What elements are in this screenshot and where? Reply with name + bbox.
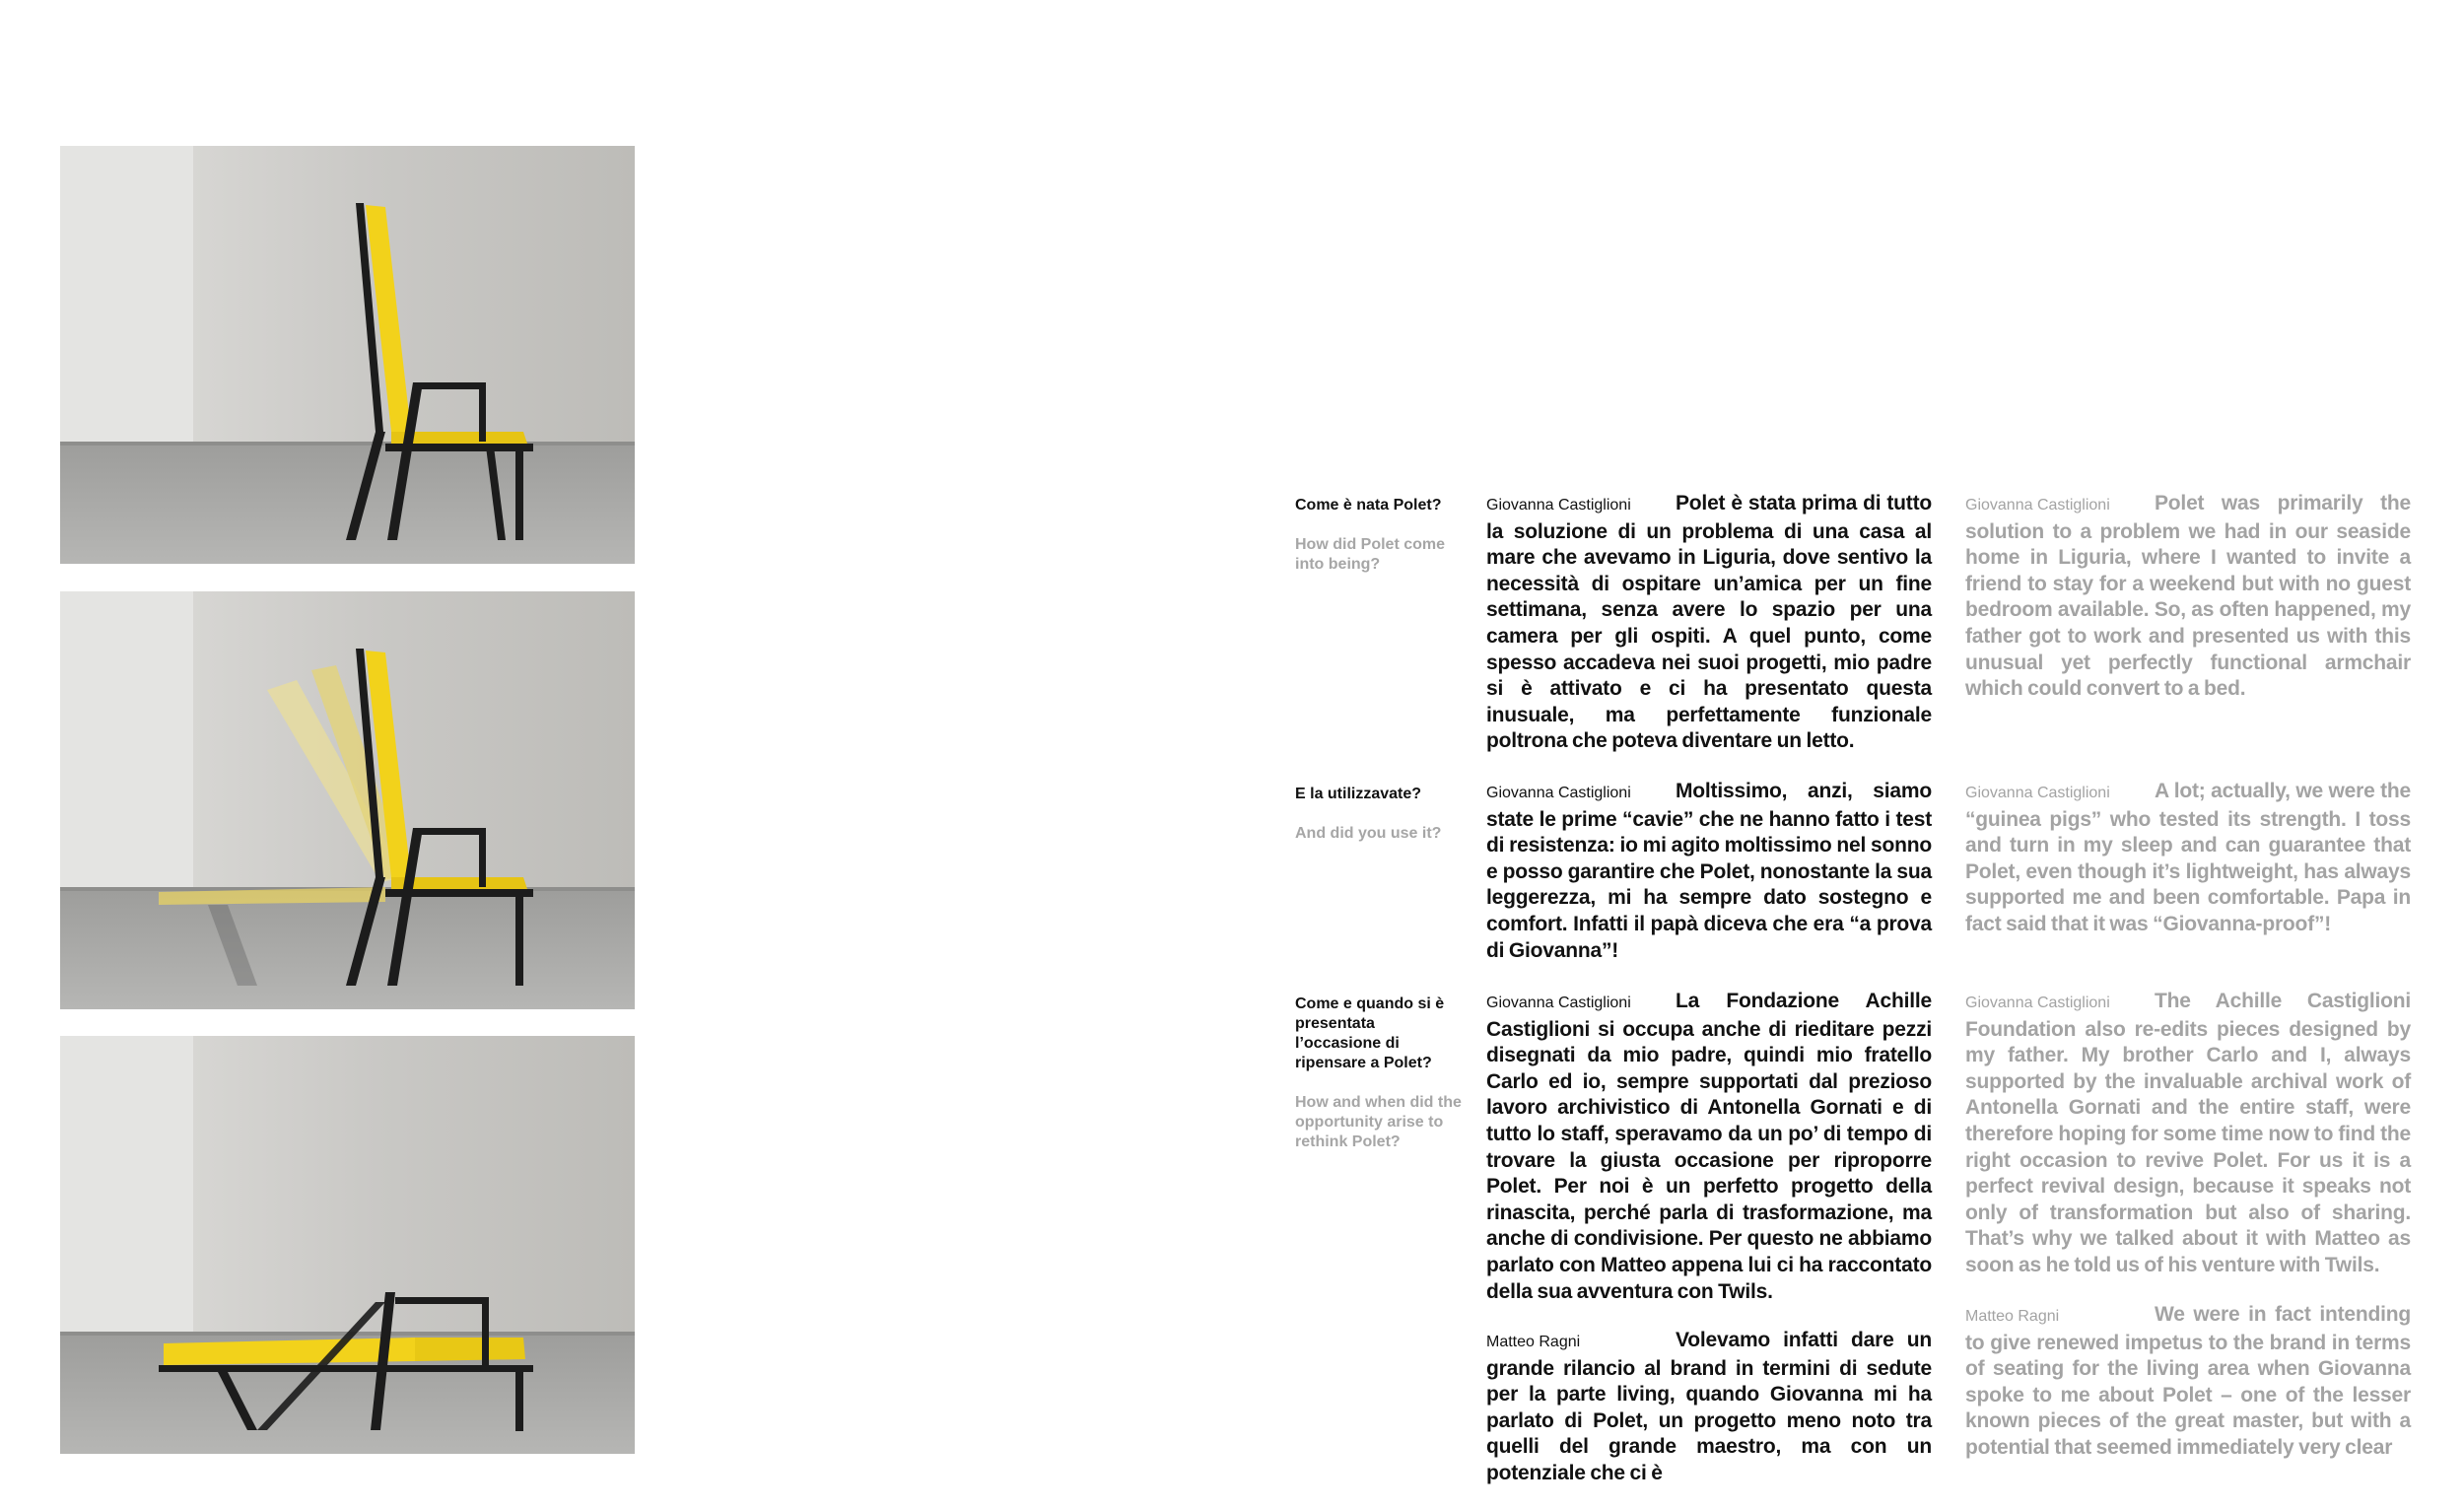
question-3 [1295,995,1463,1152]
question-2 [1295,785,1463,844]
answer-3-it [1486,989,1932,1305]
answer-2-it [1486,779,1932,964]
chair-reclining-image [60,591,635,1009]
answer-text: The Achille Castiglioni Foundation also re-edits pieces designed by my father. My brother Carlo and I, always supported by the invaluable archival work of Antonella Gornati and the entire staff, were therefore hoping for some time now to find the right occasion to revive Polet. For us it is a perfect revival design, because it speaks not only of transformation but also of sharing. That’s why we talked about it with Matteo as soon as he told us of his venture with Twils. [1965,990,2411,1276]
answer-3-en [1965,989,2411,1279]
question-2-en: And did you use it? [1295,825,1442,842]
answer-text: Volevamo infatti dare un grande rilancio al brand in termini di sedute per la parte living, quando Giovanna mi ha parlato di Polet, un progetto meno noto tra quelli del grande maestro, ma con un potenziale che ci è [1486,1329,1932,1484]
answer-4-en [1965,1302,2411,1462]
photo-chair-upright [60,146,635,564]
answer-1-it [1486,491,1932,755]
answer-text: We were in fact intending to give renewed impetus to the brand in terms of seating for the living area when Giovanna spoke to me about Polet – one of the lesser known pieces of the great master, but with a potential that seemed immediately very clear [1965,1303,2411,1459]
photo-chair-reclining [60,591,635,1009]
chair-bed-image [60,1036,635,1454]
answer-text: Polet was primarily the solution to a problem we had in our seaside home in Liguria, where I wanted to invite a friend to stay for a weekend but with no guest bedroom available. So, as often happened, my father got to work and presented us with this unusual yet perfectly functional armchair which could convert to a bed. [1965,492,2411,701]
question-1-it: Come è nata Polet? [1295,497,1442,514]
question-3-it: Come e quando si è presentata l’occasione di ripensare a Polet? [1295,995,1445,1071]
speaker-name: Matteo Ragni [1965,1308,2060,1325]
chair-upright-image [60,146,635,564]
question-2-it: E la utilizzavate? [1295,786,1422,802]
speaker-name: Giovanna Castiglioni [1965,785,2110,801]
answer-text: A lot; actually, we were the “guinea pigs” who tested its strength. I toss and turn in my sleep and can guarantee that Polet, even though it’s lightweight, has always supported me and been comfortable. Papa in fact said that it was “Giovanna-proof”! [1965,780,2411,935]
answer-text: Moltissimo, anzi, siamo state le prime “cavie” che ne hanno fatto i test di resistenza: io mi agito moltissimo nel sonno e posso garantire che Polet, nonostante la sua leggerezza, mi ha sempre dato sostegno e comfort. Infatti il papà diceva che era “a prova di Giovanna”! [1486,780,1932,962]
speaker-name: Giovanna Castiglioni [1486,995,1631,1011]
speaker-name: Giovanna Castiglioni [1486,497,1631,514]
photo-chair-bed [60,1036,635,1454]
answer-2-en [1965,779,2411,938]
question-1 [1295,496,1463,575]
answer-text: La Fondazione Achille Castiglioni si occupa anche di rieditare pezzi disegnati da mio padre, quindi mio fratello Carlo ed io, sempre supportati dal prezioso lavoro archivistico di Antonella Gornati e di tutto lo staff, speravamo da un po’ di tempo di trovare la giusta occasione per riproporre Polet. Per noi è un perfetto progetto della rinascita, perché parla di trasformazione, ma anche di condivisione. Per questo ne abbiamo parlato con Matteo appena lui ci ha raccontato della sua avventura con Twils. [1486,990,1932,1303]
speaker-name: Giovanna Castiglioni [1486,785,1631,801]
answer-text: Polet è stata prima di tutto la soluzione di un problema di una casa al mare che avevamo in Liguria, dove sentivo la necessità di ospitare un’amica per un fine settimana, senza avere lo spazio per una camera per gli ospiti. A quel punto, come spesso accadeva nei suoi progetti, mio padre si è attivato e ci ha presentato questa inusuale, ma perfettamente funzionale poltrona che poteva diventare un letto. [1486,492,1932,753]
question-3-en: How and when did the opportunity arise to rethink Polet? [1295,1094,1462,1150]
answer-4-it [1486,1328,1932,1487]
question-1-en: How did Polet come into being? [1295,536,1446,573]
speaker-name: Matteo Ragni [1486,1334,1581,1350]
speaker-name: Giovanna Castiglioni [1965,995,2110,1011]
answer-1-en [1965,491,2411,703]
speaker-name: Giovanna Castiglioni [1965,497,2110,514]
